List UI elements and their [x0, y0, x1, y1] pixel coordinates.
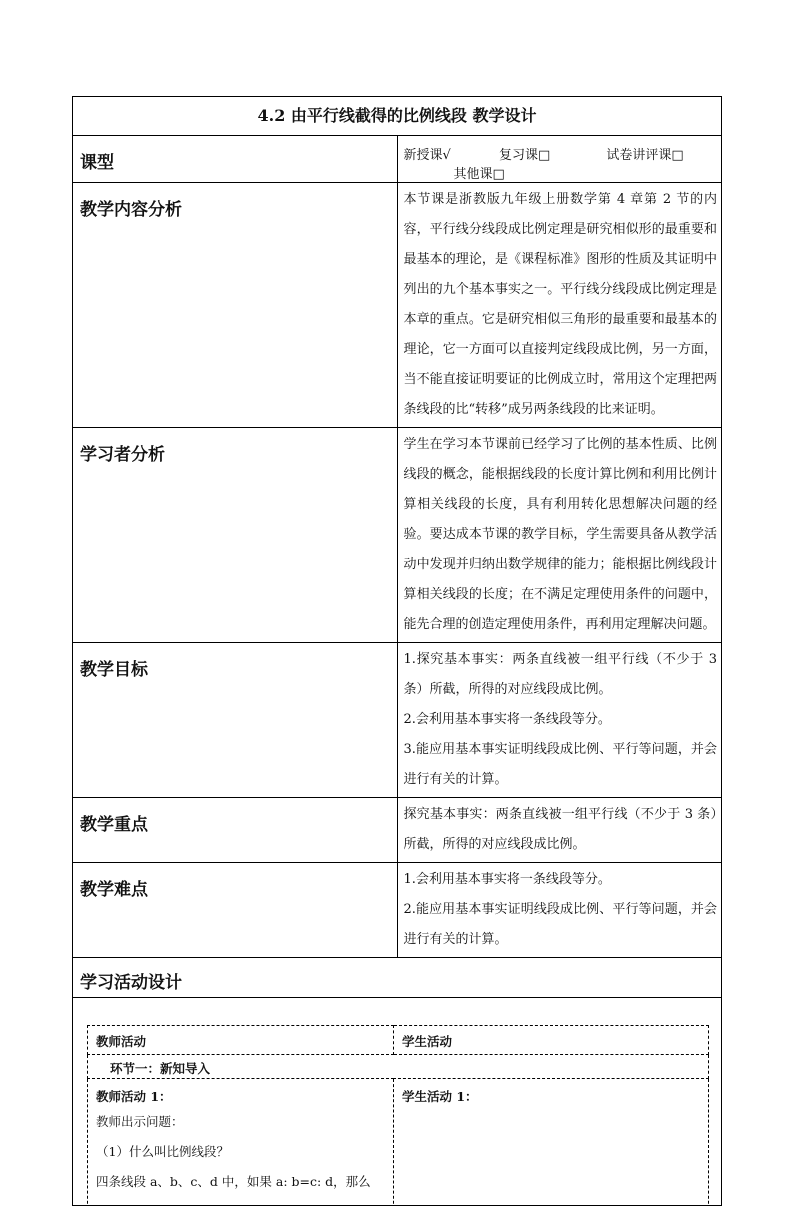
lesson-plan-document — [72, 96, 722, 1206]
activity-design-label: 学习活动设计 — [73, 958, 722, 998]
objectives-list — [397, 643, 722, 798]
student-activity-header: 学生活动 — [394, 1026, 709, 1055]
stage-title: 环节一：新知导入 — [88, 1055, 709, 1079]
teacher-activity-body — [88, 1079, 394, 1206]
teacher-activity-header: 教师活动 — [88, 1026, 394, 1055]
student-activity-body — [394, 1079, 709, 1206]
teacher-line: 教师出示问题： — [96, 1114, 184, 1129]
activity-inner-container — [87, 1025, 709, 1206]
teacher-line: 四条线段 a、b、c、d 中，如果 a: b=c: d，那么 — [96, 1174, 371, 1189]
lesson-plan-table — [72, 96, 722, 1206]
option-review-lesson: 复习课□ — [498, 148, 551, 163]
objectives-label: 教学目标 — [73, 643, 398, 798]
learner-analysis-text: 学生在学习本节课前已经学习了比例的基本性质、比例线段的概念，能根据线段的长度计算比例和利用比例计算相关线段的长度，具有利用转化思想解决问题的经验。要达成本节课的教学目标，学生需要具备从教学活动中发现并归纳出数学规律的能力；能根据比例线段计算相关线段的长度；在不满足定理使用条件的问题中，能先合理的创造定理使用条件，再利用定理解决问题。 — [397, 428, 722, 643]
activity-table — [87, 1025, 709, 1206]
objective-item: 1.探究基本事实：两条直线被一组平行线（不少于 3 条）所截，所得的对应线段成比例。 — [403, 652, 717, 697]
difficulty-item: 2.能应用基本事实证明线段成比例、平行等问题，并会进行有关的计算。 — [403, 902, 717, 947]
content-analysis-text: 本节课是浙教版九年级上册数学第 4 章第 2 节的内容，平行线分线段成比例定理是研究相似形的最重要和最基本的理论，是《课程标准》图形的性质及其证明中列出的九个基本事实之一。平行线分线段成比例定理是本章的重点。它是研究相似三角形的最重要和最基本的理论，它一方面可以直接判定线段成比例，另一方面，当不能直接证明要证的比例成立时，常用这个定理把两条线段的比“转移”成另两条线段的比来证明。 — [397, 183, 722, 428]
course-type-label: 课型 — [73, 136, 398, 183]
difficulty-item: 1.会利用基本事实将一条线段等分。 — [403, 872, 611, 887]
difficulties-list — [397, 863, 722, 958]
document-title: 4.2 由平行线截得的比例线段 教学设计 — [73, 97, 722, 136]
difficulties-label: 教学难点 — [73, 863, 398, 958]
option-new-lesson: 新授课√ — [403, 148, 451, 163]
key-points-label: 教学重点 — [73, 798, 398, 863]
activity-design-cell — [73, 998, 722, 1206]
teacher-activity-title: 教师活动 1： — [96, 1089, 172, 1104]
teacher-line: （1）什么叫比例线段？ — [96, 1144, 229, 1159]
content-analysis-label: 教学内容分析 — [73, 183, 398, 428]
option-other-lesson: 其他课□ — [453, 167, 505, 182]
learner-analysis-label: 学习者分析 — [73, 428, 398, 643]
course-type-options — [397, 136, 722, 183]
objective-item: 2.会利用基本事实将一条线段等分。 — [403, 712, 611, 727]
student-activity-title: 学生活动 1： — [402, 1089, 478, 1104]
objective-item: 3.能应用基本事实证明线段成比例、平行等问题，并会进行有关的计算。 — [403, 742, 717, 787]
key-points-text: 探究基本事实：两条直线被一组平行线（不少于 3 条）所截，所得的对应线段成比例。 — [397, 798, 722, 863]
option-exam-review-lesson: 试卷讲评课□ — [606, 148, 684, 163]
